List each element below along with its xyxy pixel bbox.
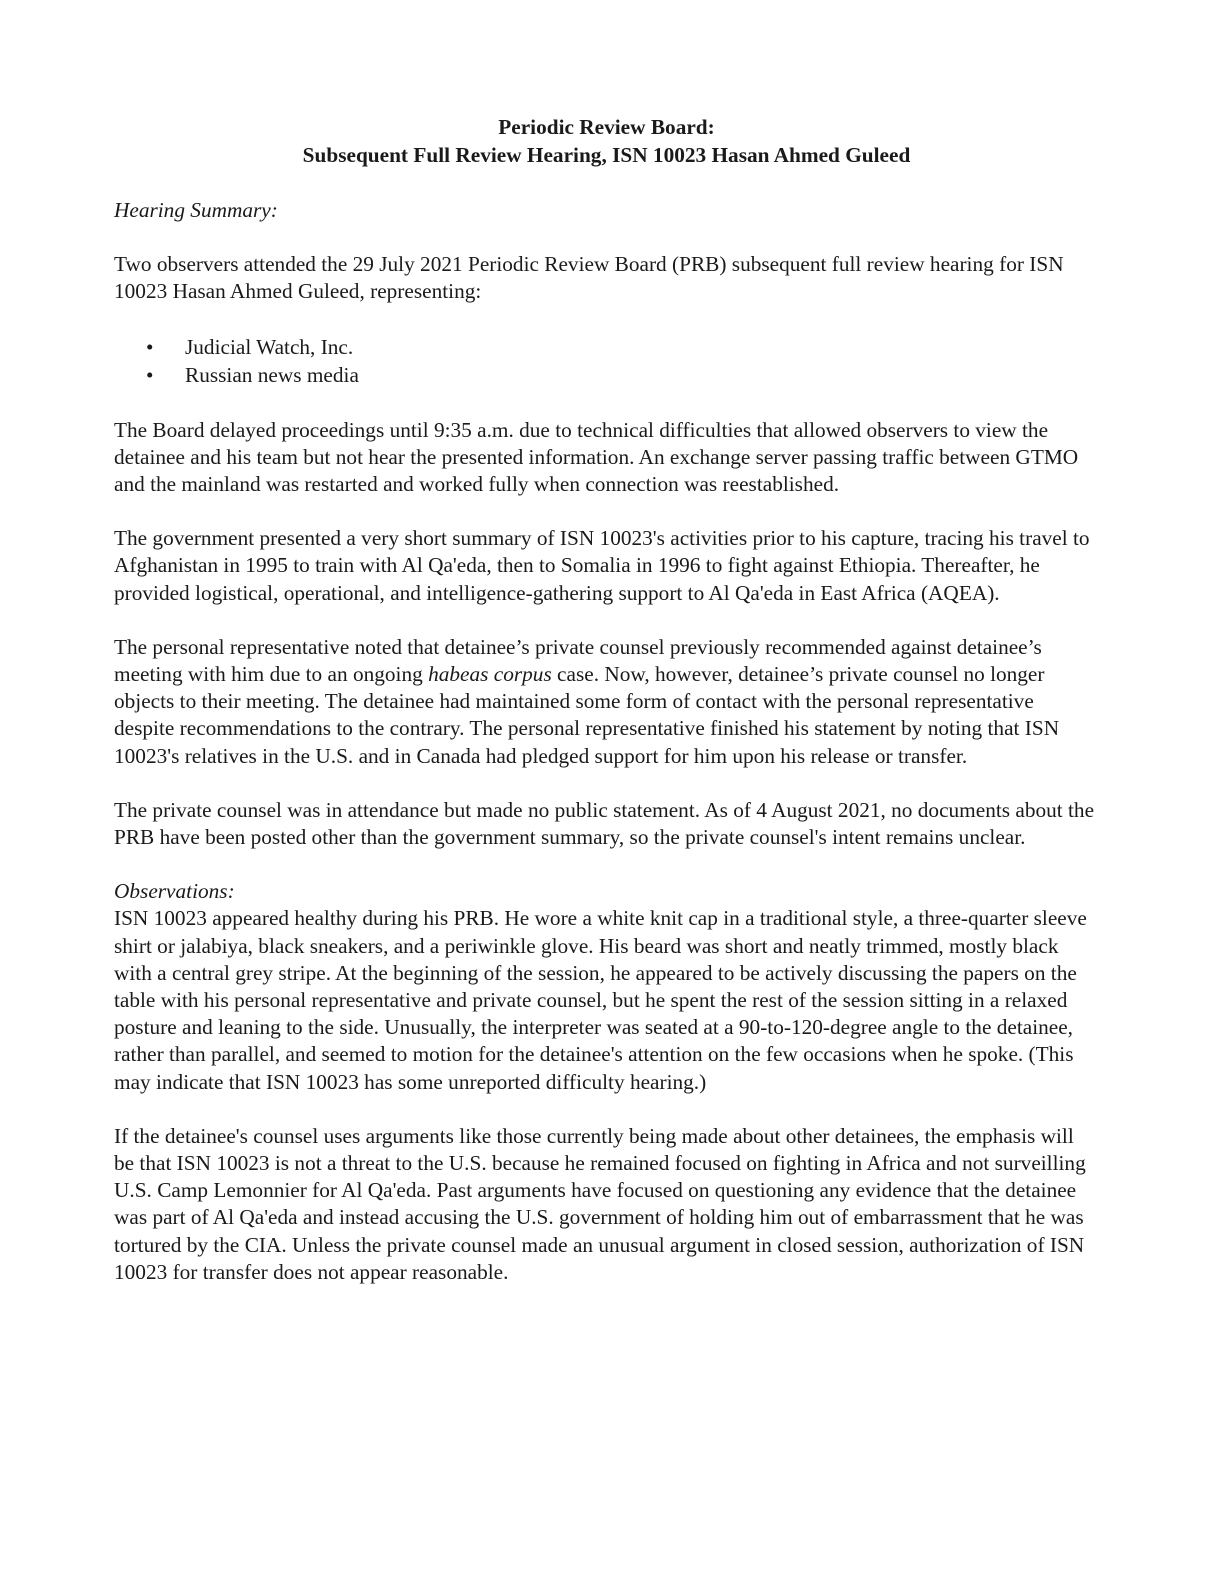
representative-name: Judicial Watch, Inc.: [185, 334, 354, 359]
appearance-paragraph: ISN 10023 appeared healthy during his PRB. He wore a white knit cap in a traditional style, a three-quarter sleeve shirt or jalabiya, black sneakers, and a periwinkle glove. His beard was short and neatly trimmed, mostly black with a central grey stripe. At the beginning of the session, he appeared to be actively discussing the papers on the table with his personal representative and private counsel, but he spent the rest of the session sitting in a relaxed posture and leaning to the side. Unusually, the interpreter was seated at a 90-to-120-degree angle to the detainee, rather than parallel, and seemed to motion for the detainee's attention on the few occasions when he spoke. (This may indicate that ISN 10023 has some unreported difficulty hearing.): [114, 906, 1087, 1094]
personal-representative-paragraph: [114, 634, 1099, 770]
title-line-2: Subsequent Full Review Hearing, ISN 10023 Hasan Ahmed Guleed: [302, 142, 911, 167]
rep-text-part-2: case. Now, however, detainee’s private counsel no longer objects to their meeting. The detainee had maintained some form of contact with the personal representative despite recommendations to the contrary. The personal representative finished his statement by noting that ISN 10023's relatives in the U.S. and in Canada had pledged support for him upon his release or transfer.: [114, 662, 1060, 768]
document-page: [114, 114, 1099, 1286]
representative-name: Russian news media: [185, 363, 359, 388]
government-summary-paragraph: The government presented a very short summary of ISN 10023's activities prior to his capture, tracing his travel to Afghanistan in 1995 to train with Al Qa'eda, then to Somalia in 1996 to fight against Ethiopia. Thereafter, he provided logistical, operational, and intelligence-gathering support to Al Qa'eda in East Africa (AQEA).: [114, 526, 1090, 605]
list-item: [114, 333, 1099, 362]
title-line-1: Periodic Review Board:: [498, 115, 715, 139]
private-counsel-paragraph: The private counsel was in attendance but made no public statement. As of 4 August 2021, no documents about the PRB have been posted other than the government summary, so the private counsel's intent remains unclear.: [114, 797, 1095, 850]
intro-paragraph: Two observers attended the 29 July 2021 Periodic Review Board (PRB) subsequent full review hearing for ISN 10023 Hasan Ahmed Guleed, representing:: [114, 252, 1064, 304]
list-item: [114, 361, 1099, 390]
habeas-corpus-term: habeas corpus: [428, 662, 552, 687]
document-title: [114, 114, 1099, 169]
bullet-icon: •: [146, 363, 154, 388]
observations-heading: Observations:: [114, 879, 235, 904]
arguments-paragraph: If the detainee's counsel uses arguments like those currently being made about other detainees, the emphasis will be that ISN 10023 is not a threat to the U.S. because he remained focused on fighting in Africa and not surveilling U.S. Camp Lemonnier for Al Qa'eda. Past arguments have focused on questioning any evidence that the detainee was part of Al Qa'eda and instead accusing the U.S. government of holding him out of embarrassment that he was tortured by the CIA. Unless the private counsel made an unusual argument in closed session, authorization of ISN 10023 for transfer does not appear reasonable.: [114, 1123, 1086, 1284]
hearing-summary-heading: Hearing Summary:: [114, 198, 278, 222]
bullet-icon: •: [146, 334, 154, 359]
rep-text-part-1: The personal representative noted that detainee’s private counsel previously recommended against detainee’s meeting with him due to an ongoing: [114, 634, 1042, 687]
representatives-list: [114, 333, 1099, 390]
delay-paragraph: The Board delayed proceedings until 9:35 a.m. due to technical difficulties that allowed observers to view the detainee and his team but not hear the presented information. An exchange server passing traffic between GTMO and the mainland was restarted and worked fully when connection was reestablished.: [114, 417, 1079, 497]
